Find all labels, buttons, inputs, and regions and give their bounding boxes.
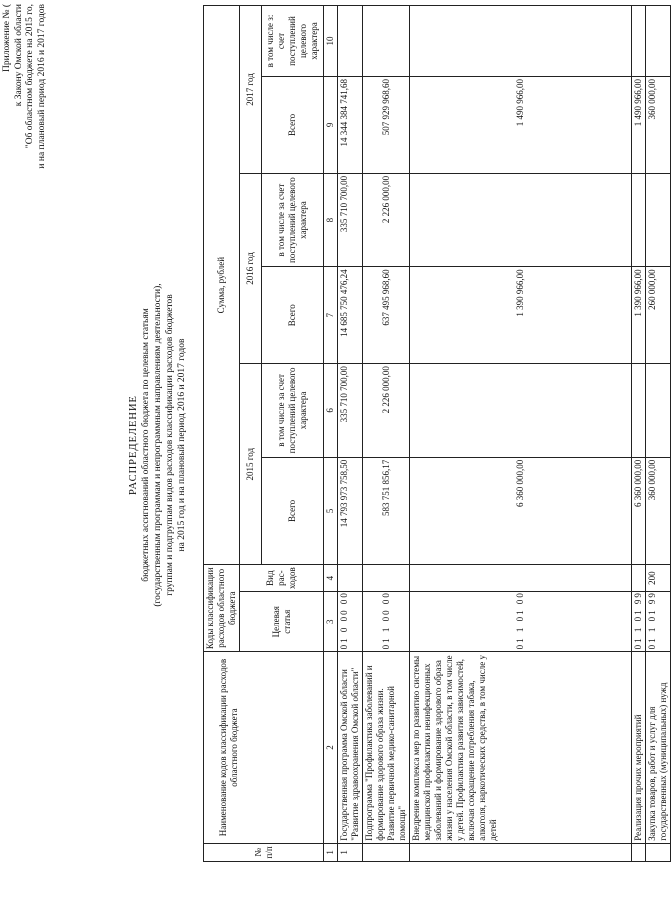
col-index: 7 — [324, 267, 338, 364]
row-earmarked-2016: 2 226 000,00 — [363, 173, 410, 267]
row-name: Закупка товаров, работ и услуг для государственных (муниципальных) нужд — [646, 652, 671, 843]
row-kind — [338, 565, 363, 592]
col-index: 1 — [324, 843, 338, 861]
row-total-2015: 583 751 856,17 — [363, 457, 410, 565]
row-target: 01 1 01 00 — [410, 592, 632, 652]
row-target: 01 1 01 99 — [632, 592, 646, 652]
annex-line: и на плановый период 2016 и 2017 годов — [36, 4, 47, 169]
row-earmarked-2015 — [410, 364, 632, 458]
row-earmarked-2016 — [410, 173, 632, 267]
row-earmarked-2017 — [363, 6, 410, 77]
row-earmarked-2015 — [632, 364, 646, 458]
row-total-2016: 1 390 966,00 — [632, 267, 646, 364]
col-index: 8 — [324, 173, 338, 267]
col-index: 4 — [324, 565, 338, 592]
col-index: 9 — [324, 77, 338, 174]
row-kind — [363, 565, 410, 592]
row-total-2016: 260 000,00 — [646, 267, 671, 364]
col-index: 6 — [324, 364, 338, 458]
row-earmarked-2017 — [632, 6, 646, 77]
row-total-2015: 6 360 000,00 — [632, 457, 646, 565]
row-num — [632, 843, 646, 861]
col-index: 5 — [324, 457, 338, 565]
header-target: Целевая статья — [240, 592, 324, 652]
header-2016: 2016 год — [240, 173, 262, 363]
column-index-row — [324, 6, 338, 862]
header-kind: Вид рас-ходов — [240, 565, 324, 592]
row-earmarked-2017 — [410, 6, 632, 77]
header-total-2016: Всего — [262, 267, 324, 364]
row-name: Подпрограмма "Профилактика заболеваний и формирование здорового образа жизни. Развитие первичной медико-санитарной помощи" — [363, 652, 410, 843]
title-heading: РАСПРЕДЕЛЕНИЕ — [128, 395, 139, 495]
row-name: Государственная программа Омской области "Развитие здравоохранения Омской области" — [338, 652, 363, 843]
row-total-2016: 637 495 968,60 — [363, 267, 410, 364]
row-total-2016: 1 390 966,00 — [410, 267, 632, 364]
col-index: 10 — [324, 6, 338, 77]
header-codes: Коды классификации расходов областного бюджета — [204, 565, 240, 652]
row-num — [363, 843, 410, 861]
header-earmarked-2016: в том числе за счет поступлений целевого характера — [262, 173, 324, 267]
row-kind — [410, 565, 632, 592]
header-num: № п/п — [204, 843, 324, 861]
row-total-2016: 14 685 750 476,24 — [338, 267, 363, 364]
header-total-2015: Всего — [262, 457, 324, 565]
col-index: 3 — [324, 592, 338, 652]
header-total-2017: Всего — [262, 77, 324, 174]
table-row — [646, 6, 671, 862]
header-sum: Сумма, рублей — [204, 6, 240, 565]
row-name: Реализация прочих мероприятий — [632, 652, 646, 843]
row-earmarked-2016 — [632, 173, 646, 267]
row-total-2017: 14 344 384 741,68 — [338, 77, 363, 174]
row-earmarked-2015: 335 710 700,00 — [338, 364, 363, 458]
table-row — [410, 6, 632, 862]
annex-header — [2, 4, 48, 169]
col-index: 2 — [324, 652, 338, 843]
annex-line: Приложение № ( — [2, 4, 12, 72]
annex-line: "Об областном бюджете на 2015 го, — [25, 4, 35, 149]
row-total-2017: 507 929 968,60 — [363, 77, 410, 174]
header-2017: 2017 год — [240, 6, 262, 174]
row-num: 1 — [338, 843, 363, 861]
header-earmarked-2017: в том числе з: счет поступлений целевого характера — [262, 6, 324, 77]
row-earmarked-2017 — [338, 6, 363, 77]
row-total-2015: 360 000,00 — [646, 457, 671, 565]
budget-table — [203, 5, 671, 862]
row-kind — [632, 565, 646, 592]
row-total-2015: 6 360 000,00 — [410, 457, 632, 565]
title-line: (государственным программам и непрограммным направлениям деятельности), — [153, 283, 163, 607]
row-earmarked-2015 — [646, 364, 671, 458]
row-target: 01 1 01 99 — [646, 592, 671, 652]
document-title — [128, 145, 188, 745]
table-row — [338, 6, 363, 862]
annex-line: к Закону Омской области — [13, 4, 24, 107]
header-name: Наименование кодов классификации расходов областного бюджета — [204, 652, 324, 843]
title-line: бюджетных ассигнований областного бюджета по целевым статьям — [141, 308, 151, 582]
row-total-2017: 1 490 966,00 — [410, 77, 632, 174]
header-2015: 2015 год — [240, 364, 262, 565]
row-earmarked-2016 — [646, 173, 671, 267]
row-target: 01 0 00 00 — [338, 592, 363, 652]
table-row — [632, 6, 646, 862]
row-target: 01 1 00 00 — [363, 592, 410, 652]
row-total-2017: 1 490 966,00 — [632, 77, 646, 174]
row-total-2015: 14 793 973 758,50 — [338, 457, 363, 565]
row-earmarked-2016: 335 710 700,00 — [338, 173, 363, 267]
row-num — [646, 843, 671, 861]
title-line: группам и подгруппам видов расходов классификации расходов бюджетов — [165, 294, 175, 596]
row-name: Внедрение комплекса мер по развитию системы медицинской профилактики неинфекционных заболеваний и формирование здорового образа жизни у населения Омской области, в том числе у детей. Профилактика развития зависимостей, включая сокращение потребления табака, алкоголя, наркотических средства, в том числе у детей — [410, 652, 632, 843]
header-earmarked-2015: в том числе за счет поступлений целевого характера — [262, 364, 324, 458]
row-kind: 200 — [646, 565, 671, 592]
row-num — [410, 843, 632, 861]
title-line: на 2015 год и на плановый период 2016 и 2017 годов — [177, 338, 187, 552]
row-earmarked-2017 — [646, 6, 671, 77]
row-earmarked-2015: 2 226 000,00 — [363, 364, 410, 458]
row-total-2017: 360 000,00 — [646, 77, 671, 174]
table-row — [363, 6, 410, 862]
